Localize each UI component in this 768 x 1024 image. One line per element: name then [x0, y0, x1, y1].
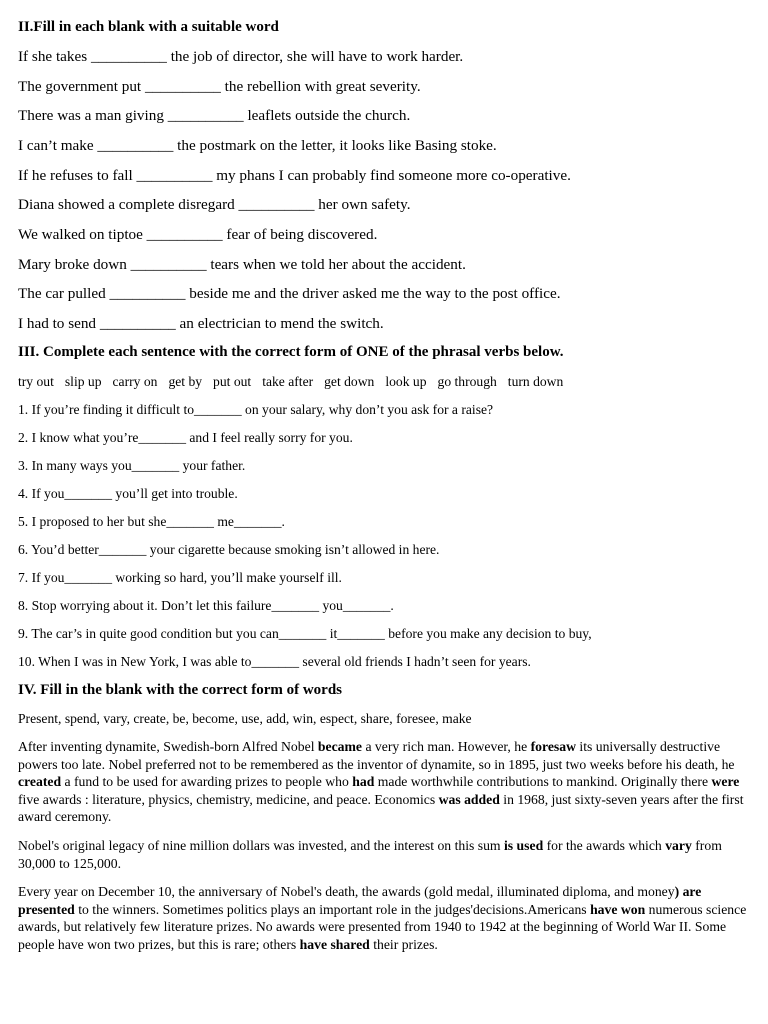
- section-2-sentence: If he refuses to fall __________ my phans I can probably find someone more co-operative.: [18, 167, 571, 184]
- section-3-heading: III. Complete each sentence with the correct form of ONE of the phrasal verbs below.: [18, 344, 564, 360]
- section-2-sentence: The car pulled __________ beside me and the driver asked me the way to the post office.: [18, 285, 561, 302]
- section-2-sentence: The government put __________ the rebellion with great severity.: [18, 78, 421, 95]
- answer-word: had: [352, 774, 375, 790]
- answer-word: is used: [504, 838, 544, 853]
- section-3-sentence: 10. When I was in New York, I was able to_______ several old friends I hadn’t seen for years.: [18, 654, 531, 669]
- word-list: Present, spend, vary, create, be, become, use, add, win, espect, share, foresee, make: [18, 711, 472, 726]
- section-3-sentence: 2. I know what you’re_______ and I feel really sorry for you.: [18, 430, 353, 445]
- passage-paragraph: After inventing dynamite, Swedish-born Alfred Nobel became a very rich man. However, he foresaw its universally destructive powers too late. Nobel preferred not to be remembered as the inventor of dynamite, so in 1895, just two weeks before his death, he created a fund to be used for awarding prizes to people who had made worthwhile contributions to mankind. Originally there were five awards : literature, physics, chemistry, medicine, and peace. Economics was added in 1968, just sixty-seven years after the first award ceremony.: [18, 739, 744, 825]
- answer-word: became: [317, 739, 363, 754]
- phrasal-verb-list: [18, 374, 574, 390]
- section-2-sentence: Mary broke down __________ tears when we told her about the accident.: [18, 256, 466, 273]
- section-3-sentence: 6. You’d better_______ your cigarette because smoking isn’t allowed in here.: [18, 542, 440, 557]
- section-3-sentence: 8. Stop worrying about it. Don’t let this failure_______ you_______.: [18, 598, 394, 613]
- answer-word: vary: [665, 838, 692, 853]
- phrasal-verb: carry on: [112, 374, 158, 389]
- section-2-sentence: We walked on tiptoe __________ fear of being discovered.: [18, 226, 378, 243]
- section-2-sentence: There was a man giving __________ leaflets outside the church.: [18, 107, 411, 124]
- passage-paragraph: Nobel's original legacy of nine million dollars was invested, and the interest on this sum is used for the awards which vary from 30,000 to 125,000.: [18, 838, 722, 871]
- phrasal-verb: look up: [385, 374, 427, 389]
- phrasal-verb: turn down: [507, 374, 564, 389]
- phrasal-verb: go through: [437, 374, 497, 389]
- phrasal-verb: put out: [213, 374, 252, 389]
- section-2-sentence: If she takes __________ the job of director, she will have to work harder.: [18, 48, 464, 65]
- section-2-sentence: Diana showed a complete disregard __________ her own safety.: [18, 196, 411, 213]
- answer-word: created: [18, 774, 62, 790]
- phrasal-verb: get by: [168, 374, 203, 389]
- section-3-sentence: 9. The car’s in quite good condition but you can_______ it_______ before you make any decision to buy,: [18, 626, 592, 641]
- answer-word: were: [711, 774, 740, 790]
- answer-word: have shared: [299, 936, 370, 952]
- answer-word: ) are presented: [18, 884, 702, 917]
- phrasal-verb: try out: [18, 374, 54, 389]
- phrasal-verb: get down: [324, 374, 375, 389]
- section-3-sentence: 3. In many ways you_______ your father.: [18, 458, 246, 473]
- section-2-heading: II.Fill in each blank with a suitable word: [18, 19, 279, 35]
- section-3-sentence: 5. I proposed to her but she_______ me_______.: [18, 514, 285, 529]
- answer-word: have won: [590, 901, 646, 917]
- answer-word: was added: [438, 791, 500, 807]
- passage-paragraph: Every year on December 10, the anniversary of Nobel's death, the awards (gold medal, illuminated diploma, and money) are presented to the winners. Sometimes politics plays an important role in the judges'decisions.Americans have won numerous science awards, but relatively few literature prizes. No awards were presented from 1940 to 1942 at the beginning of World War II. Some people have won two prizes, but this is rare; others have shared their prizes.: [18, 884, 747, 952]
- section-3-sentence: 1. If you’re finding it difficult to_______ on your salary, why don’t you ask for a raise?: [18, 402, 494, 417]
- phrasal-verb: take after: [262, 374, 314, 389]
- section-3-sentence: 7. If you_______ working so hard, you’ll make yourself ill.: [18, 570, 342, 585]
- section-2-sentence: I had to send __________ an electrician to mend the switch.: [18, 315, 384, 332]
- phrasal-verb: slip up: [64, 374, 102, 389]
- answer-word: foresaw: [530, 739, 576, 754]
- section-2-sentence: I can’t make __________ the postmark on the letter, it looks like Basing stoke.: [18, 137, 497, 154]
- section-4-heading: IV. Fill in the blank with the correct form of words: [18, 682, 343, 698]
- section-3-sentence: 4. If you_______ you’ll get into trouble.: [18, 486, 238, 501]
